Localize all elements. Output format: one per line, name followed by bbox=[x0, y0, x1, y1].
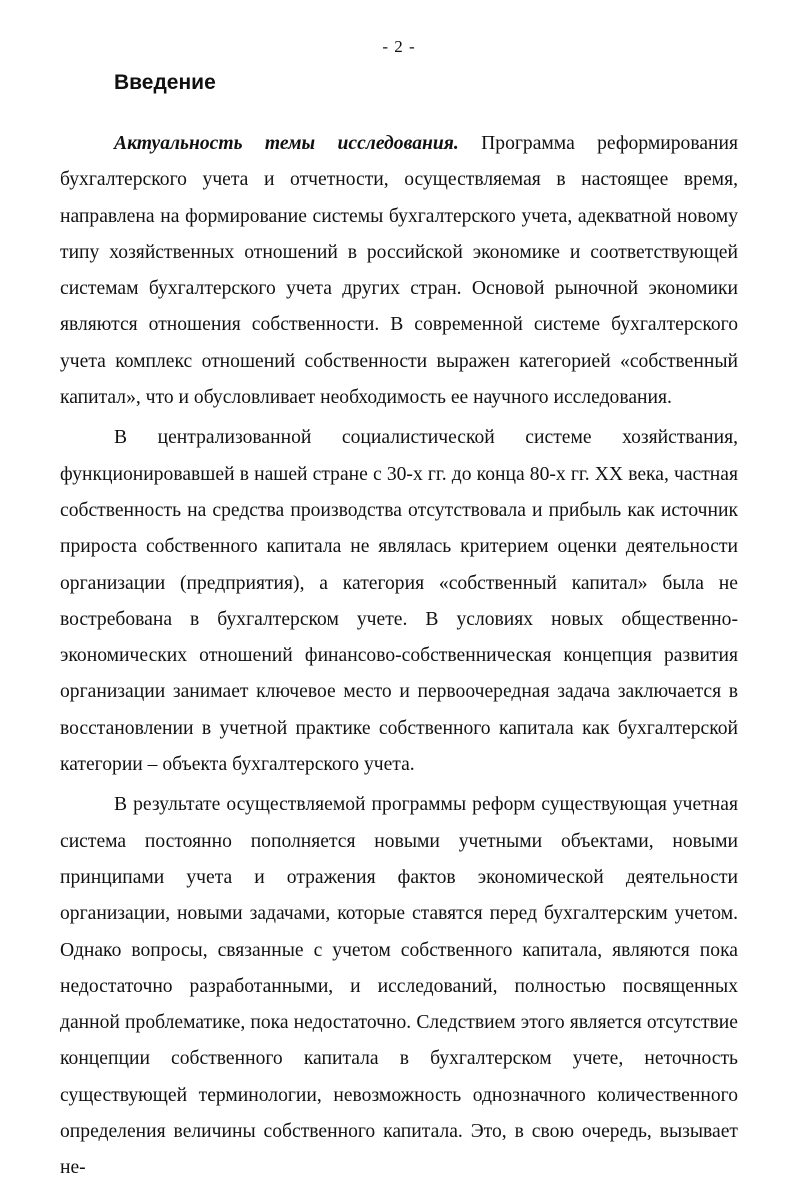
page-number: - 2 - bbox=[382, 37, 416, 56]
paragraph-1 bbox=[60, 126, 738, 416]
paragraph-lead: Актуальность темы исследования. bbox=[114, 133, 459, 154]
paragraph-text: В централизованной социалистической системе хозяйствания, функционировавшей в нашей стране с 30-х гг. до конца 80-х гг. XX века, частная собственность на средства производства отсутствовала и прибыль как источник прироста собственного капитала не являлась критерием оценки деятельности организации (предприятия), а категория «собственный капитал» была не востребована в бухгалтерском учете. В условиях новых общественно-экономических отношений финансово-собственническая концепция развития организации занимает ключевое место и первоочередная задача заключается в восстановлении в учетной практике собственного капитала как бухгалтерской категории – объекта бухгалтерского учета. bbox=[60, 427, 738, 776]
section-heading: Введение bbox=[114, 71, 216, 94]
body-text bbox=[60, 126, 738, 1191]
paragraph-2 bbox=[60, 420, 738, 783]
paragraph-3 bbox=[60, 787, 738, 1186]
paragraph-text: В результате осуществляемой программы реформ существующая учетная система постоянно пополняется новыми учетными объектами, новыми принципами учета и отражения фактов экономической деятельности организации, новыми задачами, которые ставятся перед бухгалтерским учетом. Однако вопросы, связанные с учетом собственного капитала, являются пока недостаточно разработанными, и исследований, полностью посвященных данной проблематике, пока недостаточно. Следствием этого является отсутствие концепции собственного капитала в бухгалтерском учете, неточность существующей терминологии, невозможность однозначного количественного определения величины собственного капитала. Это, в свою очередь, вызывает не- bbox=[60, 794, 738, 1179]
paragraph-text: Программа реформирования бухгалтерского учета и отчетности, осуществляемая в настоящее время, направлена на формирование системы бухгалтерского учета, адекватной новому типу хозяйственных отношений в российской экономике и соответствующей системам бухгалтерского учета других стран. Основой рыночной экономики являются отношения собственности. В современной системе бухгалтерского учета комплекс отношений собственности выражен категорией «собственный капитал», что и обусловливает необходимость ее научного исследования. bbox=[60, 133, 739, 409]
